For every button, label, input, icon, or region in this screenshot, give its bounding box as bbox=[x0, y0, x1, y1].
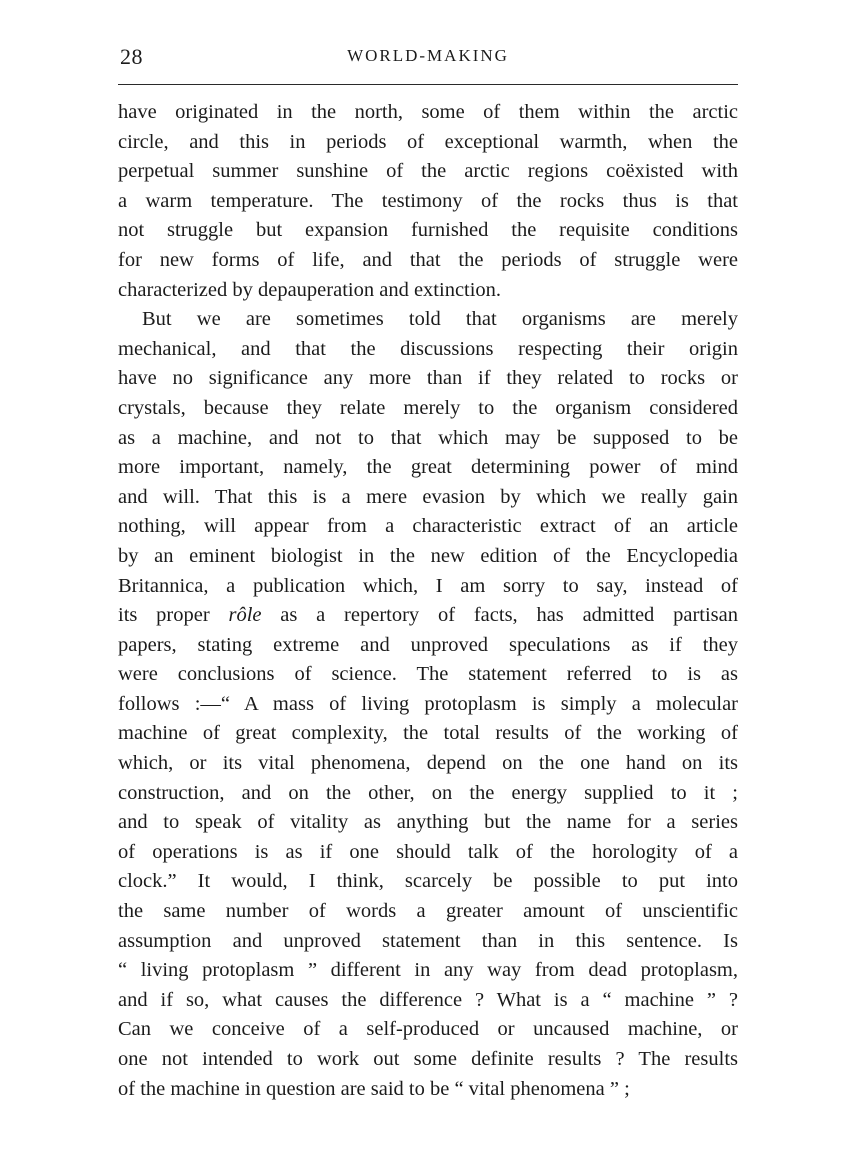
text-line: machine of great complexity, the total results of the working of bbox=[118, 722, 738, 745]
paragraph bbox=[118, 98, 738, 305]
italic-word: rôle bbox=[228, 604, 262, 627]
text-line: follows :—“ A mass of living protoplasm is simply a molecular bbox=[118, 692, 738, 715]
body-text bbox=[118, 98, 738, 1104]
text-line: and to speak of vitality as anything but the name for a series bbox=[118, 811, 738, 834]
text-line: were conclusions of science. The statement referred to is as bbox=[118, 663, 738, 686]
text-line: more important, namely, the great determining power of mind bbox=[118, 456, 738, 479]
paragraph bbox=[118, 305, 738, 1104]
text-line: have originated in the north, some of them within the arctic bbox=[118, 101, 738, 123]
text-line: characterized by depauperation and extinction. bbox=[118, 278, 502, 301]
text-line: circle, and this in periods of exceptional warmth, when the bbox=[118, 130, 738, 153]
header-rule bbox=[118, 84, 738, 85]
text-line: papers, stating extreme and unproved speculations as if they bbox=[118, 633, 738, 656]
text-line: one not intended to work out some definite results ? The results bbox=[118, 1048, 738, 1070]
text-line: crystals, because they relate merely to the organism considered bbox=[118, 396, 738, 419]
text-line: and if so, what causes the difference ? What is a “ machine ” ? bbox=[118, 988, 738, 1011]
text-line: assumption and unproved statement than in this sentence. Is bbox=[118, 929, 738, 952]
text-line: Can we conceive of a self-produced or uncaused machine, or bbox=[118, 1018, 738, 1041]
running-head bbox=[118, 44, 738, 74]
text-line: as a machine, and not to that which may be supposed to be bbox=[118, 426, 738, 449]
text-line: not struggle but expansion furnished the requisite conditions bbox=[118, 219, 738, 242]
text-line: by an eminent biologist in the new edition of the Encyclopedia bbox=[118, 544, 738, 567]
text-line: which, or its vital phenomena, depend on the one hand on its bbox=[118, 752, 738, 775]
text-line: of the machine in question are said to be “ vital phenomena ” ; bbox=[118, 1077, 630, 1100]
text-line: “ living protoplasm ” different in any way from dead protoplasm, bbox=[118, 959, 738, 982]
text-line: and will. That this is a mere evasion by which we really gain bbox=[118, 485, 738, 508]
text-line: nothing, will appear from a characteristic extract of an article bbox=[118, 515, 738, 538]
page-number: 28 bbox=[120, 44, 143, 69]
text-line: mechanical, and that the discussions respecting their origin bbox=[118, 337, 738, 360]
running-title: WORLD-MAKING bbox=[347, 46, 509, 65]
text-line: clock.” It would, I think, scarcely be possible to put into bbox=[118, 870, 738, 893]
text-line: perpetual summer sunshine of the arctic regions coëxisted with bbox=[118, 160, 738, 183]
text-line: have no significance any more than if they related to rocks or bbox=[118, 367, 738, 390]
text-line: of operations is as if one should talk of the horologity of a bbox=[118, 840, 738, 863]
text-line: Britannica, a publication which, I am sorry to say, instead of bbox=[118, 574, 738, 597]
text-line: a warm temperature. The testimony of the rocks thus is that bbox=[118, 189, 738, 212]
text-line: But we are sometimes told that organisms are merely bbox=[142, 308, 738, 331]
text-line: for new forms of life, and that the periods of struggle were bbox=[118, 248, 738, 271]
text-line: its proper rôle as a repertory of facts, has admitted partisan bbox=[118, 604, 738, 627]
text-line: construction, and on the other, on the energy supplied to it ; bbox=[118, 781, 738, 804]
text-line: the same number of words a greater amount of unscientific bbox=[118, 900, 738, 923]
